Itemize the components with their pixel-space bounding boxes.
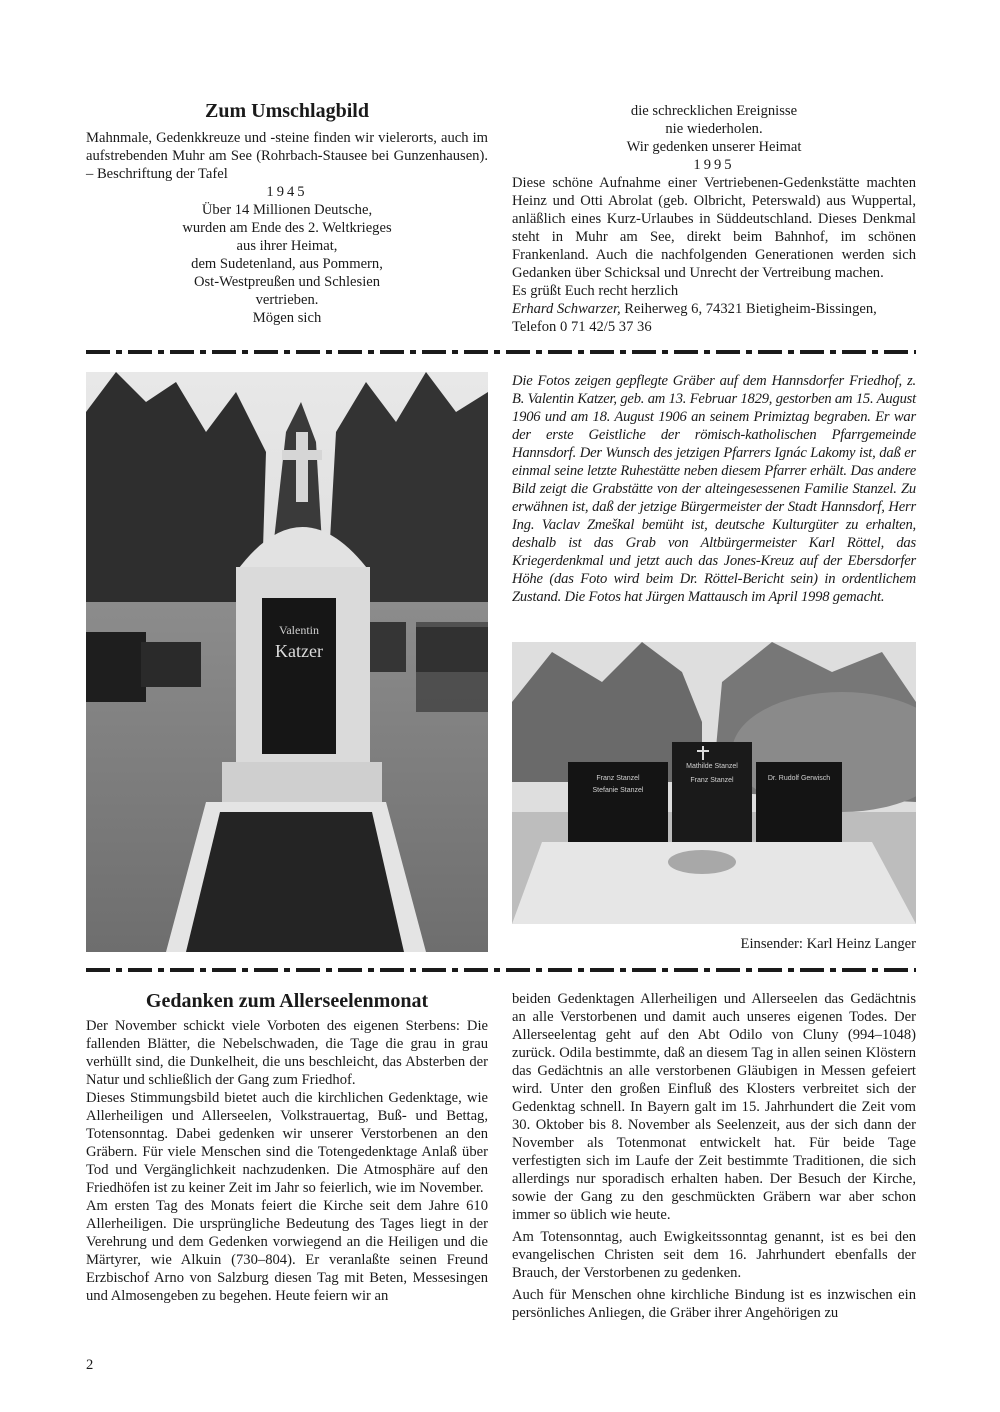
inscription-line: Über 14 Millionen Deutsche, — [201, 202, 373, 218]
inscription-line: vertrieben. — [255, 292, 319, 308]
article-paragraph: Dieses Stimmungsbild bietet auch die kirchlichen Gedenktage, wie Allerheiligen und Allerseelen, Volkstrauertag, Buß- und Bettag, Totensonntag. Dabei gedenken wir unserer Verstorbenen an den Gräbern. Für viele Menschen sind die Totengedenktage Anlaß über Tod und Vergänglichkeit nachzudenken. Die Atmosphäre auf den Friedhöfen ist zu keiner Zeit im Jahr so feierlich, wie im November. — [86, 1090, 488, 1196]
grave-photo-katzer-image — [86, 372, 488, 952]
author-phone: Telefon 0 71 42/5 37 36 — [512, 319, 652, 335]
article-paragraph: Am ersten Tag des Monats feiert die Kirche seit dem Jahre 610 Allerheiligen. Die ursprüngliche Bedeutung des Tages liegt in der Verehrung und dem Gedenken vorwiegend an die Heiligen und die Märtyrer, wie Alkuin (730–804). Er veranlaßte seinen Freund Erzbischof Arno von Salzburg diesen Tag mit Beten, Messesingen und Almosengeben zu begehen. Heute feiern wir an — [86, 1198, 488, 1304]
greeting-text: Es grüßt Euch recht herzlich — [512, 283, 679, 299]
section-divider — [86, 968, 916, 972]
author-line — [512, 300, 916, 318]
cover-intro-text: Mahnmale, Gedenkkreuze und -steine finden wir vielerorts, auch im aufstrebenden Muhr am See (Rohrbach-Stausee bei Gunzenhausen). – Beschriftung der Tafel — [86, 130, 488, 182]
cover-body-text: Diese schöne Aufnahme einer Vertriebenen-Gedenkstätte machten Heinz und Otti Abrolat (geb. Olbricht, Peterswald) aus Wuppertal, anläßlich eines Kurz-Urlaubes in Süddeutschland. Dieses Denkmal steht in Muhr am See, direkt beim Bahnhof, im schönen Frankenland. Auch die nachfolgenden Generationen werden sich Gedanken über Schicksal und Unrecht der Vertreibung machen. — [512, 175, 916, 281]
inscription-part2 — [512, 102, 916, 174]
section-title-cover: Zum Umschlagbild — [205, 100, 369, 122]
article-paragraph: Der November schickt viele Vorboten des eigenen Sterbens: Die fallenden Blätter, die Nebelschwaden, die Tage die grau in grau verhüllt sind, die Dunkelheit, die uns beschleicht, das Absterben der Natur und schließlich der Gang zum Friedhof. — [86, 1018, 488, 1088]
photo2-inscription-5: Dr. Rudolf Gerwisch — [767, 775, 831, 782]
article-paragraph: Auch für Menschen ohne kirchliche Bindung ist es inzwischen ein persönliches Anliegen, die Gräber ihrer Angehörigen zu — [512, 1287, 916, 1321]
photo1-inscription-line2: Katzer — [275, 641, 323, 661]
inscription-line: die schrecklichen Ereignisse — [630, 103, 798, 119]
allerseelen-section-cont — [512, 990, 916, 1322]
inscription-line: Wir gedenken unserer Heimat — [626, 139, 802, 155]
author-name: Erhard Schwarzer, — [512, 301, 621, 317]
inscription-line: Ost-Westpreußen und Schlesien — [193, 274, 381, 290]
article-paragraph: beiden Gedenktagen Allerheiligen und Allerseelen das Gedächtnis an alle Verstorbenen und damit auch unseres eigenen Todes. Der Allerseelentag geht auf den Abt Odilo von Cluny (994–1048) zurück. Odila bestimmte, daß an diesem Tag in allen seinen Klöstern das Gedächtnis an alle verstorbenen Gläubigen in Messen gefeiert wird. Unter den großen Einfluß des Klosters verbreitet sich der Gedenktag schnell. In Bayern galt im 15. Jahrhundert die Zeit vom 30. Oktober bis 8. November als Seelenzeit, aus der sich dann der November als Totenmonat entwickelt hat. Für beide Tage verfestigten sich im Laufe der Zeit bestimmte Traditionen, die sich allerdings nur sporadisch erhalten haben. Der Besuch der Kirche, sowie der Gang zu den geschmückten Gräbern war aber schon immer so üblich wie heute. — [512, 991, 916, 1223]
inscription-line: 1995 — [693, 157, 735, 173]
allerseelen-section — [86, 990, 488, 1305]
grave-photo-katzer — [86, 372, 488, 952]
inscription-line: nie wiederholen. — [665, 121, 763, 137]
photo2-inscription-4: Franz Stanzel — [690, 777, 734, 784]
cover-image-section — [86, 100, 488, 327]
grave-photo-stanzel-image — [512, 642, 916, 924]
inscription-line: wurden am Ende des 2. Weltkrieges — [182, 220, 392, 236]
photo2-inscription-2: Stefanie Stanzel — [592, 787, 644, 794]
photo2-inscription-1: Franz Stanzel — [596, 775, 640, 782]
author-address: Reiherweg 6, 74321 Bietigheim-Bissingen, — [620, 301, 877, 317]
section-divider — [86, 350, 916, 354]
inscription-line: dem Sudetenland, aus Pommern, — [191, 256, 383, 272]
inscription-line: aus ihrer Heimat, — [236, 238, 338, 254]
photo-sender: Einsender: Karl Heinz Langer — [740, 936, 916, 952]
inscription-part1 — [86, 183, 488, 327]
photo2-inscription-3: Mathilde Stanzel — [686, 763, 738, 770]
grave-photo-stanzel — [512, 642, 916, 924]
photo-caption: Die Fotos zeigen gepflegte Gräber auf dem Hannsdorfer Friedhof, z. B. Valentin Katzer, geb. am 13. Februar 1829, gestorben am 15. August 1906 und am 18. August 1906 an seinem Primiztag begraben. Er war der erste Geistliche der römisch-katholischen Pfarrgemeinde Hannsdorf. Der Wunsch des jetzigen Pfarrers Ignác Lakomy ist, daß er einmal seine letzte Ruhestätte neben diesem Pfarrer erhält. Das andere Bild zeigt die Grabstätte von der alteingesessenen Familie Stanzel. Zu erwähnen ist, daß der jetzige Bürgermeister der Stadt Hannsdorf, Herr Ing. Vaclav Zmeškal bemüht ist, deutsche Kulturgüter zu erhalten, deshalb ist das Grab von Altbürgermeister Karl Röttel, das Kriegerdenkmal und jetzt auch das Jones-Kreuz auf der Ebersdorfer Höhe (das Foto wird beim Dr. Röttel-Bericht sein) in ordentlichem Zustand. Die Fotos hat Jürgen Mattausch im April 1998 gemacht. — [512, 373, 916, 605]
cover-image-section-cont — [512, 102, 916, 336]
article-paragraph: Am Totensonntag, auch Ewigkeitssonntag genannt, ist es bei den evangelischen Christen seit dem 16. Jahrhundert ebenfalls der Brauch, der Verstorbenen zu gedenken. — [512, 1229, 916, 1281]
inscription-line: 1945 — [266, 184, 308, 200]
section-title-allerseelen: Gedanken zum Allerseelenmonat — [145, 990, 429, 1012]
inscription-line: Mögen sich — [252, 310, 322, 326]
photo1-inscription-line1: Valentin — [279, 623, 319, 637]
page-number: 2 — [86, 1357, 94, 1373]
